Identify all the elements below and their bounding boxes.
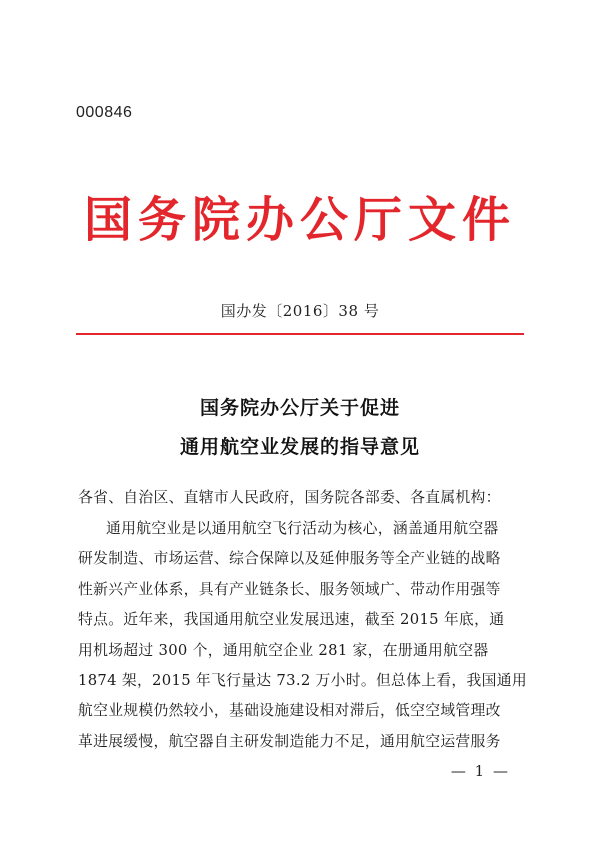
paragraph-line: 研发制造、市场运营、综合保障以及延伸服务等全产业链的战略 [78,550,501,568]
document-title-line-1: 国务院办公厅关于促进 [199,397,400,419]
document-title-line-2: 通用航空业发展的指导意见 [179,436,420,458]
paragraph-line: 航空业规模仍然较小，基础设施建设相对滞后，低空空域管理改 [78,702,501,720]
document-header: 国务院办公厅文件 [83,192,516,248]
paragraph-line: 通用航空业是以通用航空飞行活动为核心，涵盖通用航空器 [106,520,499,537]
paragraph-line: 1874 架，2015 年飞行量达 73.2 万小时。但总体上看，我国通用 [78,672,527,690]
addressee: 各省、自治区、直辖市人民政府，国务院各部委、各直属机构： [78,489,501,506]
paragraph-line: 革进展缓慢，航空器自主研发制造能力不足，通用航空运营服务 [78,732,501,750]
red-divider-line [76,333,524,335]
serial-number: 000846 [76,104,133,121]
page-number: — 1 — [450,762,510,780]
paragraph-line: 用机场超过 300 个，通用航空企业 281 家，在册通用航空器 [78,641,489,659]
paragraph-line: 特点。近年来，我国通用航空业发展迅速，截至 2015 年底，通 [78,611,505,629]
issue-number: 国办发〔2016〕38 号 [220,302,380,320]
paragraph-line: 性新兴产业体系，具有产业链条长、服务领域广、带动作用强等 [78,580,501,598]
body-paragraph [78,514,528,757]
